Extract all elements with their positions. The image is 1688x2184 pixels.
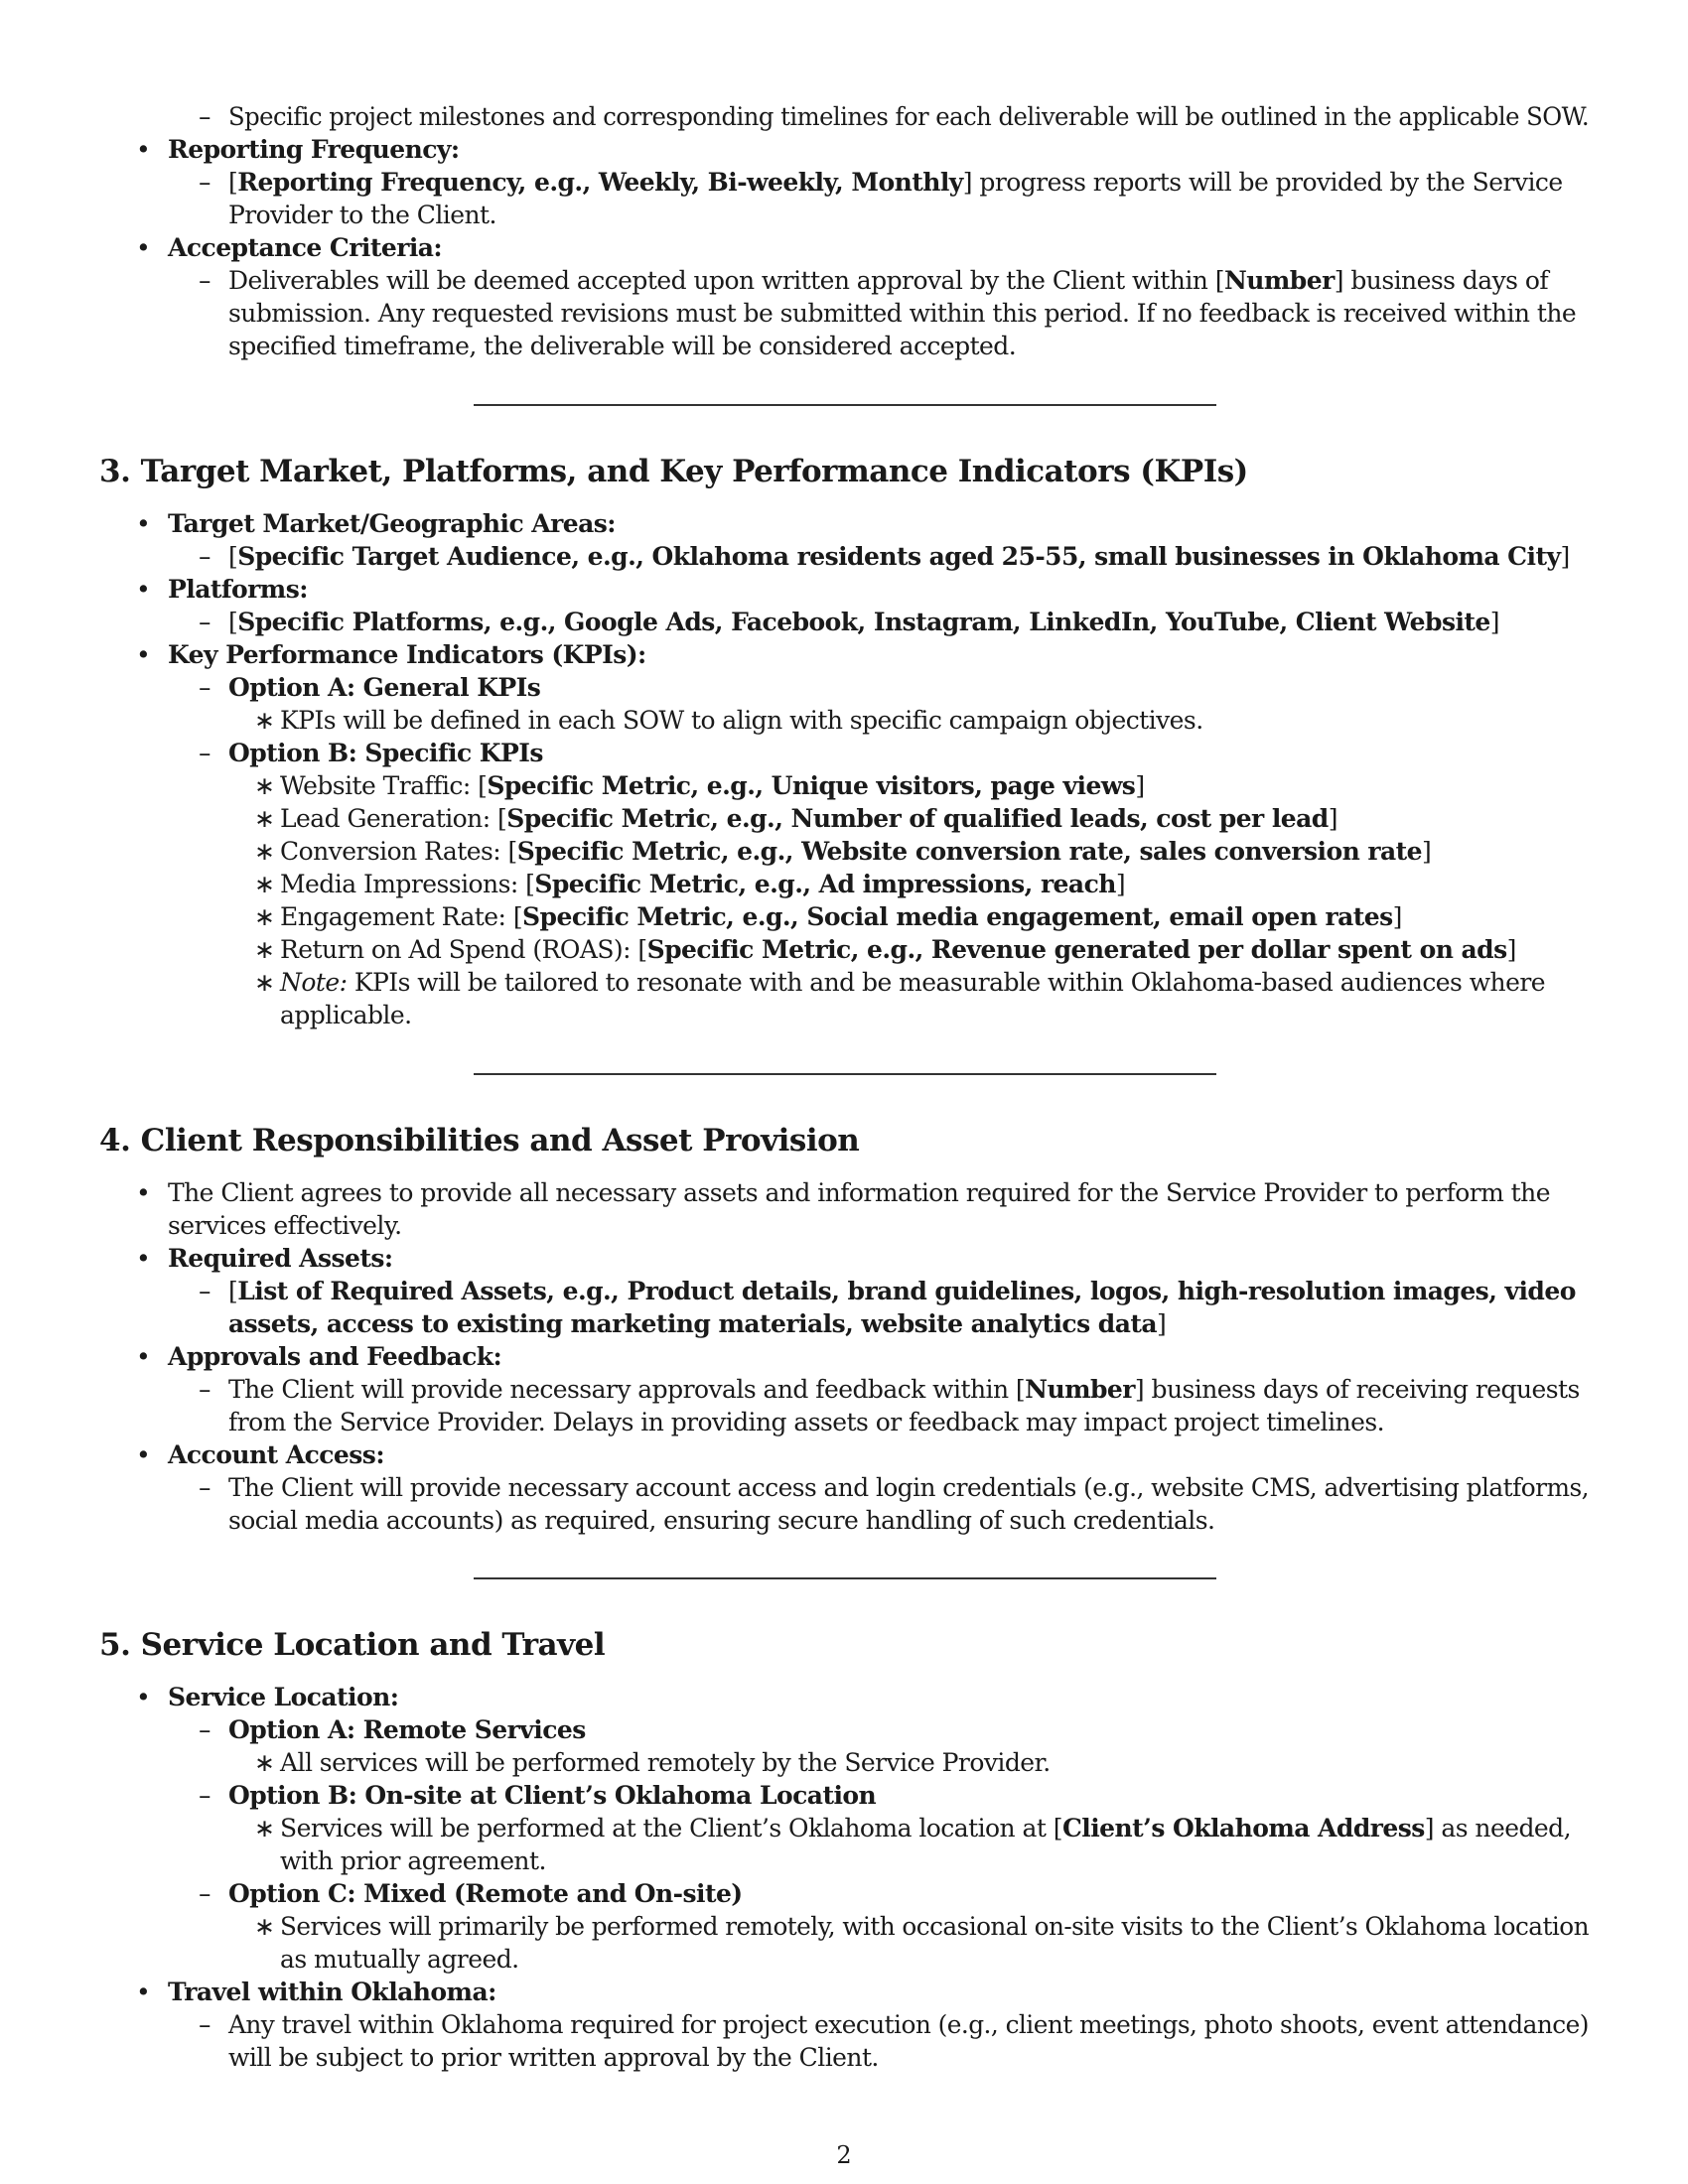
acceptance-text-pre: Deliverables will be deemed accepted upon written approval by the Client within xyxy=(228,266,1215,295)
required-assets-placeholder: List of Required Assets, e.g., Product details, brand guidelines, logos, high-resolution images, video xyxy=(237,1277,1576,1305)
acceptance-text-post: business days of xyxy=(1342,266,1549,295)
kpi-note-text: KPIs will be tailored to resonate with and be measurable within Oklahoma-based audiences where xyxy=(347,968,1545,997)
metric-label: Website Traffic: xyxy=(280,771,479,800)
travel-label: Travel within Oklahoma: xyxy=(168,1978,496,2006)
asterisk-marker: ∗ xyxy=(254,968,275,997)
metric-engagement-rate: Engagement Rate: [Specific Metric, e.g., Social media engagement, email open rates] xyxy=(280,902,1402,931)
location-option-c-text-line2: as mutually agreed. xyxy=(280,1945,519,1974)
location-option-b-text-line2: with prior agreement. xyxy=(280,1846,546,1875)
service-location-label: Service Location: xyxy=(168,1683,399,1711)
travel-text: Any travel within Oklahoma required for project execution (e.g., client meetings, photo shoots, event attendance) xyxy=(228,2010,1589,2039)
section-5-heading: 5. Service Location and Travel xyxy=(99,1627,606,1663)
bullet-marker: • xyxy=(136,1342,151,1371)
metric-website-traffic: Website Traffic: [Specific Metric, e.g., Unique visitors, page views] xyxy=(280,771,1145,800)
bullet-marker: • xyxy=(136,233,151,262)
metric-placeholder: Specific Metric, e.g., Revenue generated per dollar spent on ads xyxy=(646,935,1507,964)
location-option-b-text: Services will be performed at the Client’s Oklahoma location at [Client’s Oklahoma Address] as needed, xyxy=(280,1814,1572,1843)
approvals-label: Approvals and Feedback: xyxy=(168,1342,502,1371)
travel-text-line2: will be subject to prior written approval by the Client. xyxy=(228,2043,879,2072)
location-option-b-pre: Services will be performed at the Client’s Oklahoma location at xyxy=(280,1814,1054,1843)
metric-label: Return on Ad Spend (ROAS): xyxy=(280,935,638,964)
asterisk-marker: ∗ xyxy=(254,771,275,800)
dash-marker: – xyxy=(199,1781,211,1810)
kpi-option-b-label: Option B: Specific KPIs xyxy=(228,739,543,767)
acceptance-text: Deliverables will be deemed accepted upon written approval by the Client within [Number] business days of xyxy=(228,266,1549,295)
target-market-value: [Specific Target Audience, e.g., Oklahoma residents aged 25-55, small businesses in Oklahoma City] xyxy=(228,542,1570,571)
section-divider xyxy=(474,404,1216,406)
dash-marker: – xyxy=(199,2010,211,2039)
asterisk-marker: ∗ xyxy=(254,870,275,898)
bullet-marker: • xyxy=(136,1978,151,2006)
approvals-text-pre: The Client will provide necessary approvals and feedback within xyxy=(228,1375,1016,1404)
section-divider xyxy=(474,1073,1216,1075)
required-assets-placeholder-line2: assets, access to existing marketing materials, website analytics data xyxy=(228,1309,1158,1338)
asterisk-marker: ∗ xyxy=(254,935,275,964)
location-option-b-post: as needed, xyxy=(1434,1814,1572,1843)
asterisk-marker: ∗ xyxy=(254,902,275,931)
metric-media-impressions: Media Impressions: [Specific Metric, e.g., Ad impressions, reach] xyxy=(280,870,1126,898)
approvals-text-line2: from the Service Provider. Delays in providing assets or feedback may impact project timelines. xyxy=(228,1408,1384,1436)
target-market-placeholder: Specific Target Audience, e.g., Oklahoma residents aged 25-55, small businesses in Oklahoma City xyxy=(237,542,1561,571)
asterisk-marker: ∗ xyxy=(254,706,275,735)
dash-marker: – xyxy=(199,542,211,571)
client-address-placeholder: Client’s Oklahoma Address xyxy=(1061,1814,1425,1843)
approvals-text: The Client will provide necessary approvals and feedback within [Number] business days of receiving requests xyxy=(228,1375,1580,1404)
bullet-marker: • xyxy=(136,509,151,538)
dash-marker: – xyxy=(199,608,211,636)
metric-label: Engagement Rate: xyxy=(280,902,513,931)
bullet-marker: • xyxy=(136,1440,151,1469)
dash-marker: – xyxy=(199,266,211,295)
metric-lead-generation: Lead Generation: [Specific Metric, e.g., Number of qualified leads, cost per lead] xyxy=(280,804,1337,833)
platforms-label: Platforms: xyxy=(168,575,308,604)
metric-label: Lead Generation: xyxy=(280,804,497,833)
reporting-placeholder: Reporting Frequency, e.g., Weekly, Bi-weekly, Monthly xyxy=(237,168,963,197)
location-option-c-text: Services will primarily be performed remotely, with occasional on-site visits to the Client’s Oklahoma location xyxy=(280,1912,1589,1941)
kpi-note-label: Note: xyxy=(280,968,348,997)
approvals-placeholder: Number xyxy=(1025,1375,1135,1404)
reporting-text: [Reporting Frequency, e.g., Weekly, Bi-weekly, Monthly] progress reports will be provided by the Service xyxy=(228,168,1563,197)
metric-roas: Return on Ad Spend (ROAS): [Specific Metric, e.g., Revenue generated per dollar spent on ads] xyxy=(280,935,1516,964)
required-assets-label: Required Assets: xyxy=(168,1244,393,1273)
bullet-marker: • xyxy=(136,640,151,669)
dash-marker: – xyxy=(199,673,211,702)
acceptance-text-line2: submission. Any requested revisions must be submitted within this period. If no feedback is received within the xyxy=(228,299,1577,328)
asterisk-marker: ∗ xyxy=(254,1748,275,1777)
kpi-option-a-label: Option A: General KPIs xyxy=(228,673,541,702)
location-option-a-label: Option A: Remote Services xyxy=(228,1715,586,1744)
kpi-note xyxy=(280,966,1545,999)
location-option-a-text: All services will be performed remotely by the Service Provider. xyxy=(280,1748,1051,1777)
dash-marker: – xyxy=(199,102,211,131)
required-assets-value-line2: assets, access to existing marketing materials, website analytics data] xyxy=(228,1309,1167,1338)
dash-marker: – xyxy=(199,1715,211,1744)
acceptance-placeholder: Number xyxy=(1223,266,1335,295)
reporting-text-line2: Provider to the Client. xyxy=(228,201,496,229)
dash-marker: – xyxy=(199,1879,211,1908)
asterisk-marker: ∗ xyxy=(254,804,275,833)
dash-marker: – xyxy=(199,739,211,767)
platforms-placeholder: Specific Platforms, e.g., Google Ads, Facebook, Instagram, LinkedIn, YouTube, Client Website xyxy=(237,608,1490,636)
required-assets-value: [List of Required Assets, e.g., Product details, brand guidelines, logos, high-resolution images, video xyxy=(228,1277,1576,1305)
milestones-text: Specific project milestones and corresponding timelines for each deliverable will be outlined in the applicable SOW. xyxy=(228,102,1590,131)
target-market-label: Target Market/Geographic Areas: xyxy=(168,509,616,538)
acceptance-text-line3: specified timeframe, the deliverable will be considered accepted. xyxy=(228,332,1017,360)
bullet-marker: • xyxy=(136,135,151,164)
dash-marker: – xyxy=(199,1375,211,1404)
asterisk-marker: ∗ xyxy=(254,1912,275,1941)
metric-placeholder: Specific Metric, e.g., Social media engagement, email open rates xyxy=(522,902,1393,931)
section-3-heading: 3. Target Market, Platforms, and Key Performance Indicators (KPIs) xyxy=(99,454,1248,489)
acceptance-label: Acceptance Criteria: xyxy=(168,233,443,262)
account-access-label: Account Access: xyxy=(168,1440,384,1469)
metric-placeholder: Specific Metric, e.g., Ad impressions, reach xyxy=(534,870,1116,898)
platforms-value: [Specific Platforms, e.g., Google Ads, Facebook, Instagram, LinkedIn, YouTube, Client Website] xyxy=(228,608,1499,636)
bullet-marker: • xyxy=(136,1178,151,1207)
location-option-b-label: Option B: On-site at Client’s Oklahoma Location xyxy=(228,1781,877,1810)
metric-placeholder: Specific Metric, e.g., Number of qualified leads, cost per lead xyxy=(506,804,1329,833)
bullet-marker: • xyxy=(136,1683,151,1711)
kpi-note-line2: applicable. xyxy=(280,1001,412,1029)
reporting-text-rest: progress reports will be provided by the Service xyxy=(971,168,1563,197)
metric-conversion-rates: Conversion Rates: [Specific Metric, e.g., Website conversion rate, sales conversion rate] xyxy=(280,837,1432,866)
approvals-text-post: business days of receiving requests xyxy=(1144,1375,1580,1404)
account-access-text: The Client will provide necessary account access and login credentials (e.g., website CMS, advertising platforms, xyxy=(228,1473,1590,1502)
location-option-c-label: Option C: Mixed (Remote and On-site) xyxy=(228,1879,743,1908)
page-number: 2 xyxy=(836,2141,852,2169)
metric-label: Media Impressions: xyxy=(280,870,526,898)
bullet-marker: • xyxy=(136,1244,151,1273)
metric-placeholder: Specific Metric, e.g., Unique visitors, page views xyxy=(487,771,1136,800)
client-intro-text: The Client agrees to provide all necessary assets and information required for the Service Provider to perform the xyxy=(168,1178,1550,1207)
dash-marker: – xyxy=(199,168,211,197)
dash-marker: – xyxy=(199,1277,211,1305)
asterisk-marker: ∗ xyxy=(254,837,275,866)
bullet-marker: • xyxy=(136,575,151,604)
section-4-heading: 4. Client Responsibilities and Asset Provision xyxy=(99,1123,860,1159)
kpi-label: Key Performance Indicators (KPIs): xyxy=(168,640,646,669)
section-divider xyxy=(474,1577,1216,1579)
asterisk-marker: ∗ xyxy=(254,1814,275,1843)
client-intro-text-line2: services effectively. xyxy=(168,1211,402,1240)
account-access-text-line2: social media accounts) as required, ensuring secure handling of such credentials. xyxy=(228,1506,1215,1535)
kpi-option-a-text: KPIs will be defined in each SOW to align with specific campaign objectives. xyxy=(280,706,1203,735)
reporting-label: Reporting Frequency: xyxy=(168,135,460,164)
metric-placeholder: Specific Metric, e.g., Website conversion rate, sales conversion rate xyxy=(516,837,1423,866)
metric-label: Conversion Rates: xyxy=(280,837,508,866)
dash-marker: – xyxy=(199,1473,211,1502)
